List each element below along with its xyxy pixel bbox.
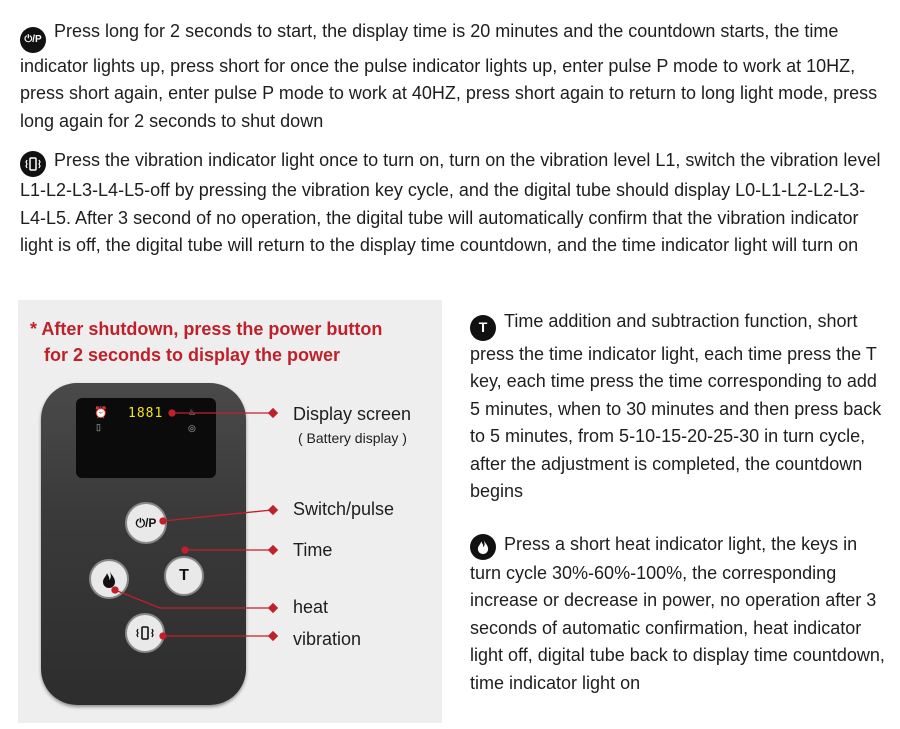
shutdown-note-line1: * After shutdown, press the power button: [30, 319, 383, 339]
time-instructions: [470, 308, 890, 506]
display-screen-label: Display screen: [293, 404, 412, 424]
power-instructions-text: Press long for 2 seconds to start, the display time is 20 minutes and the countdown starts, the time indicator lights up, press short for once the pulse indicator lights up, enter pulse P mode to work at 10HZ, press short again, enter pulse P mode to work at 40HZ, press short again to return to long light mode, press long again for 2 seconds to shut down: [20, 21, 878, 131]
time-icon: T: [470, 315, 496, 341]
battery-display-label: ( Battery display ): [298, 430, 407, 446]
clock-icon: ⏰: [94, 407, 108, 419]
power-pulse-button[interactable]: ⏻/P: [125, 502, 167, 544]
heat-instructions-text: Press a short heat indicator light, the keys in turn cycle 30%-60%-100%, the corresponding increase or decrease in power, no operation after 3 seconds of automatic confirmation, heat indicator light off, digital tube back to display time countdown, time indicator light on: [470, 534, 885, 693]
time-button[interactable]: T: [164, 556, 204, 596]
heat-leader: [115, 590, 272, 608]
time-label: Time: [293, 540, 333, 560]
vibration-label: vibration: [293, 629, 362, 649]
digital-display: 1881: [128, 406, 164, 421]
heat-label: heat: [293, 597, 329, 617]
power-pulse-icon: ⏻/P: [20, 27, 46, 53]
vibration-instructions-text: Press the vibration indicator light once to turn on, turn on the vibration level L1, switch the vibration level L1-L2-L3-L4-L5-off by pressing the vibration key cycle, and the digital tube should display L0-L1-L2-L2-L3-L4-L5. After 3 second of no operation, the digital tube will automatically confirm that the vibration indicator light is off, the digital tube will return to the display time countdown, and the time indicator light will turn on: [20, 150, 881, 255]
switch-leader: [163, 510, 272, 521]
pulse-indicator-icon: ◎: [188, 423, 196, 433]
heat-indicator-icon: ♨: [188, 407, 197, 417]
vibration-indicator-icon: ▯: [96, 422, 101, 432]
heat-instructions: [470, 531, 890, 697]
flame-icon: [470, 534, 496, 560]
time-instructions-text: Time addition and subtraction function, short press the time indicator light, each time press the T key, each time press the time corresponding to add 5 minutes, when to 30 minutes and then press back to 5 minutes, from 5-10-15-20-25-30 in turn cycle, after the adjustment is completed, the countdown begins: [470, 311, 882, 502]
shutdown-note-line2: for 2 seconds to display the power: [44, 345, 341, 365]
switch-pulse-label: Switch/pulse: [293, 499, 395, 519]
